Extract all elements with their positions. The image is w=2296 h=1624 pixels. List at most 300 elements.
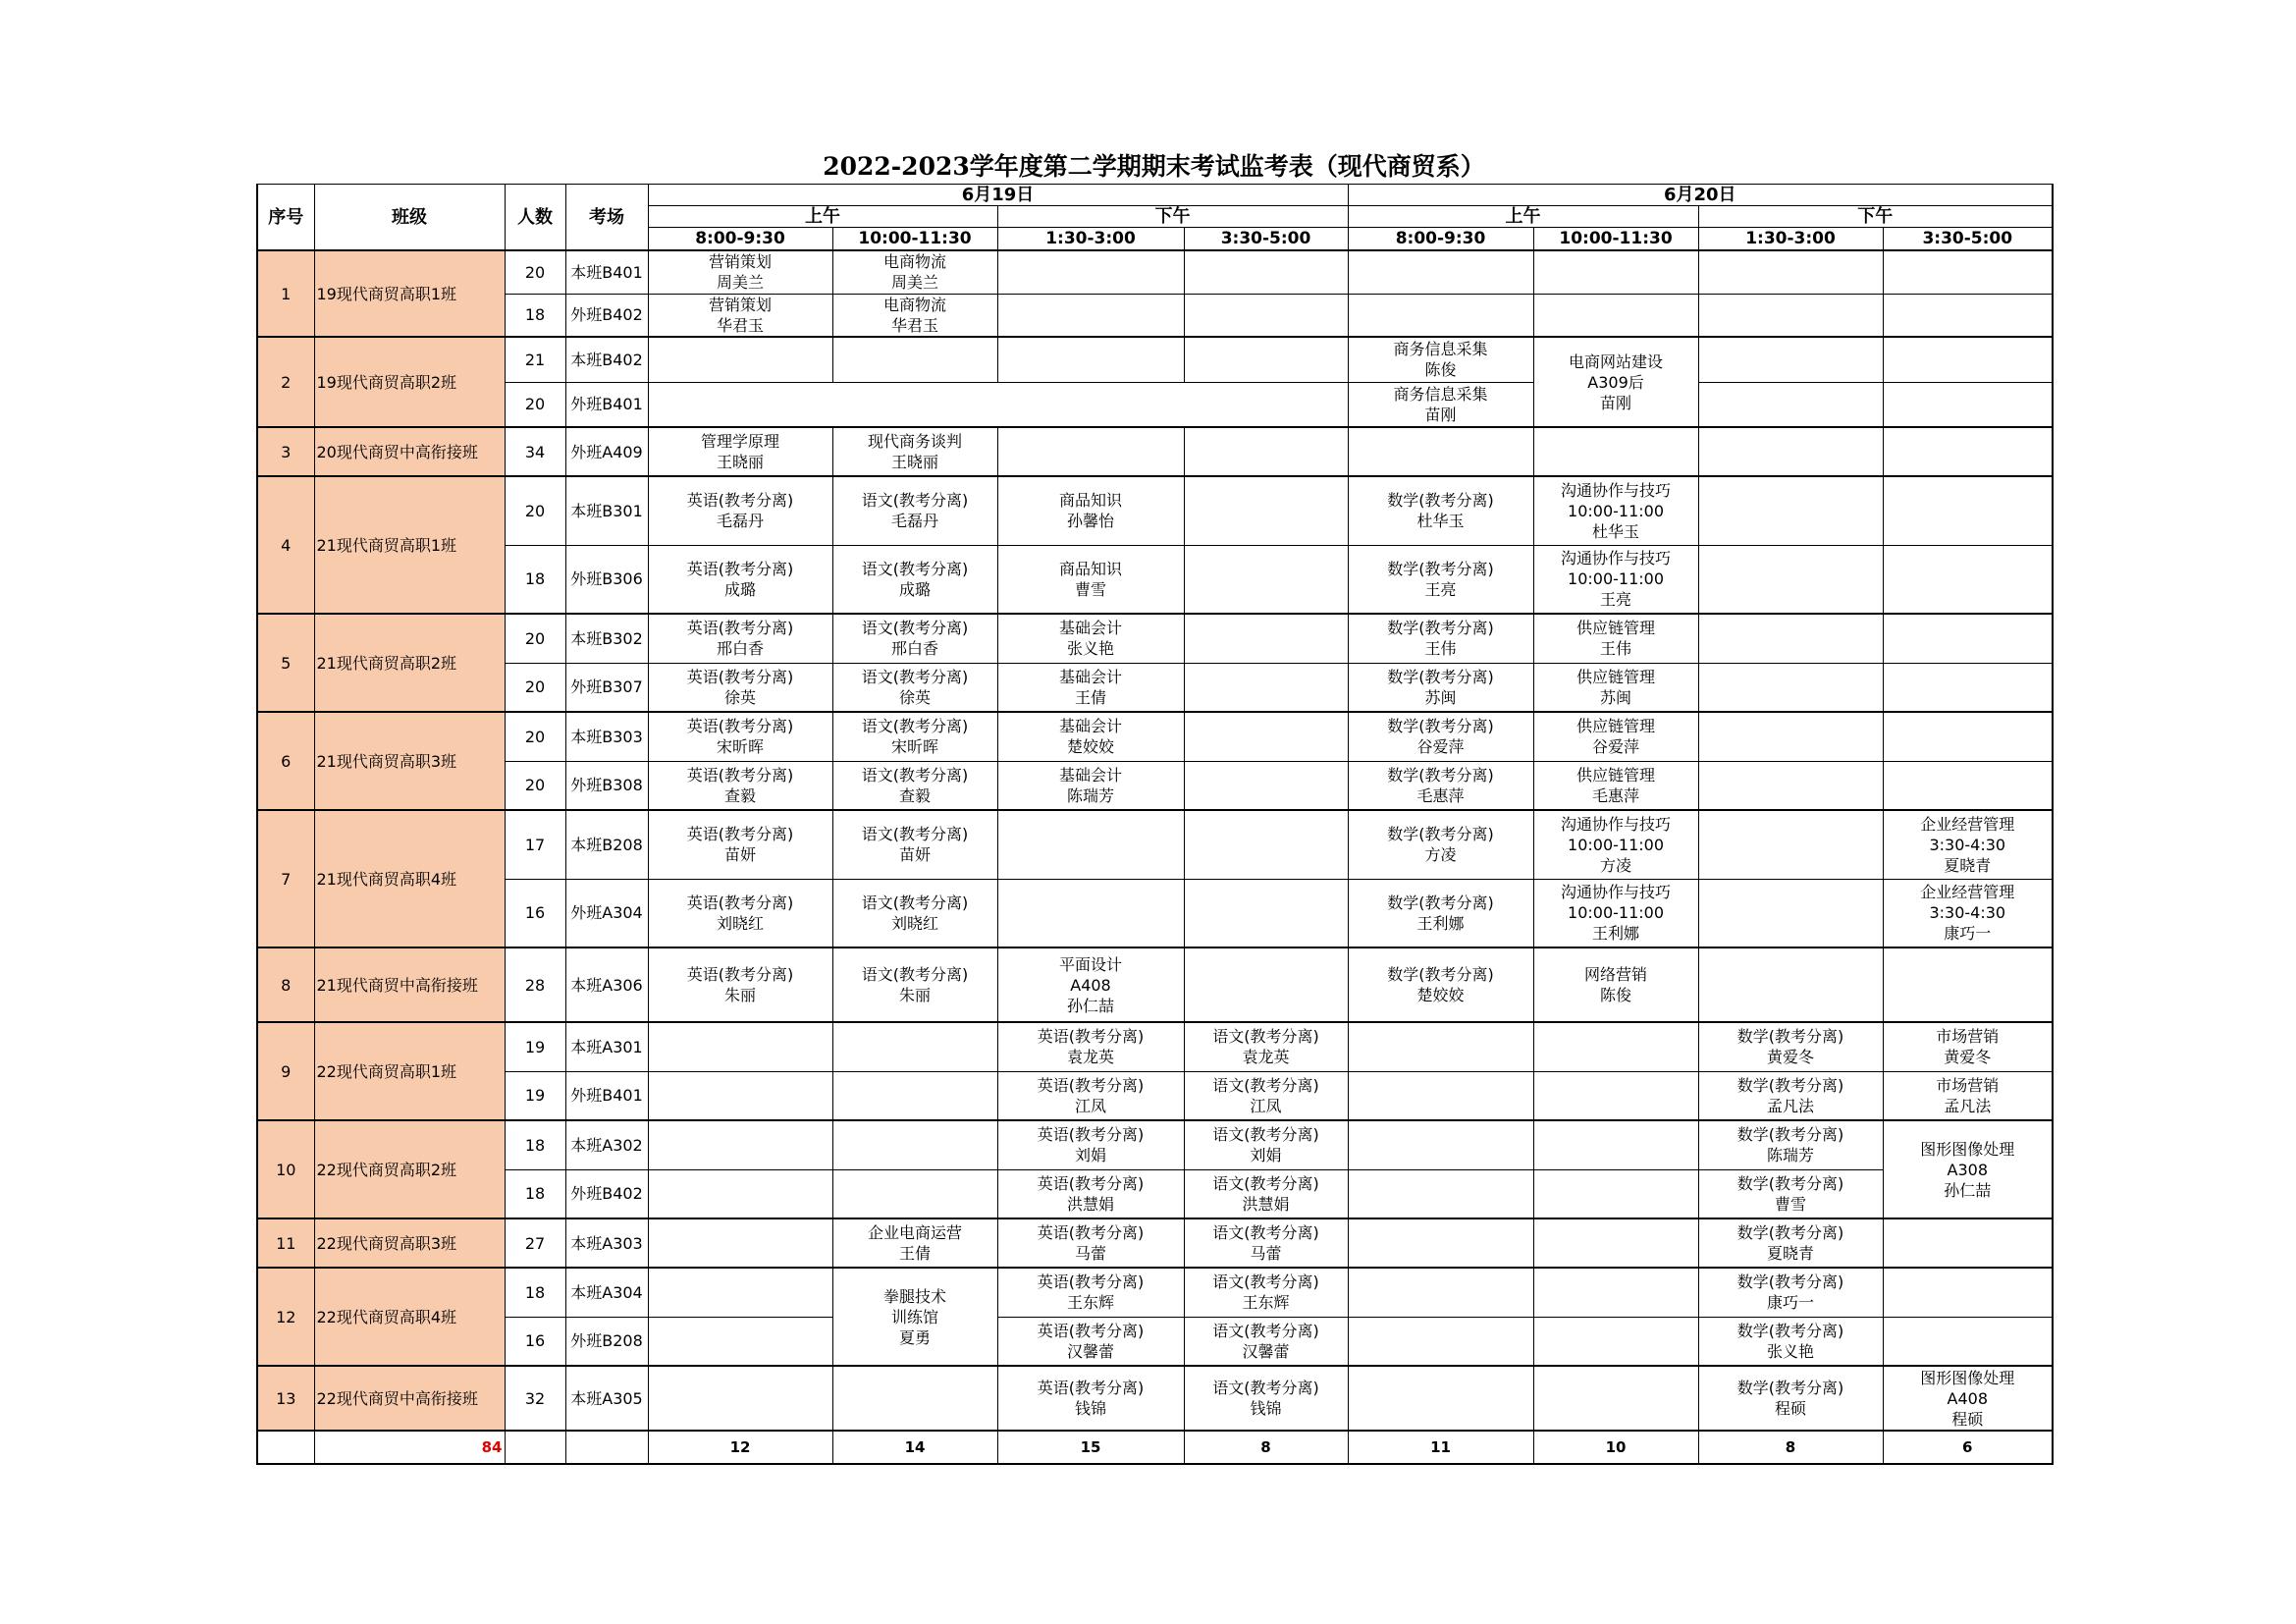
exam-slot-cell	[1184, 294, 1348, 337]
totals-slot: 6	[1883, 1431, 2053, 1464]
exam-slot-cell	[648, 879, 832, 947]
exam-slot-line: 语文(教考分离)	[861, 893, 969, 912]
exam-slot-line: 数学(教考分离)	[1387, 717, 1494, 736]
exam-slot-cell	[1348, 1169, 1533, 1218]
exam-room-cell: 本班A305	[565, 1366, 648, 1431]
exam-slot-cell	[1883, 1366, 2053, 1431]
exam-slot-cell	[648, 1317, 832, 1366]
class-name-cell: 21现代商贸高职1班	[314, 476, 505, 614]
exam-room-cell: 外班A409	[565, 427, 648, 476]
class-group	[257, 250, 2053, 337]
student-count-cell: 20	[505, 382, 565, 427]
exam-slot-line: 数学(教考分离)	[1387, 559, 1494, 578]
exam-slot-line: 数学(教考分离)	[1387, 765, 1494, 785]
exam-slot-line: 徐英	[723, 687, 756, 707]
exam-slot-cell	[1698, 947, 1883, 1022]
exam-slot-line: 营销策划	[708, 252, 772, 272]
exam-slot-cell	[1184, 1268, 1348, 1317]
table-row	[257, 476, 2053, 545]
table-row	[257, 427, 2053, 476]
exam-slot-line: 杜华玉	[1592, 521, 1640, 541]
exam-slot-line: 孟凡法	[1944, 1096, 1992, 1115]
exam-slot-cell	[1883, 810, 2053, 879]
table-row	[257, 1169, 2053, 1218]
exam-slot-line: 刘娟	[1074, 1146, 1106, 1165]
exam-slot-line: 杜华玉	[1416, 512, 1465, 531]
exam-slot-line: 数学(教考分离)	[1736, 1075, 1844, 1095]
exam-slot-cell	[997, 250, 1184, 294]
class-name-cell: 22现代商贸高职3班	[314, 1218, 505, 1268]
header-date-june20: 6月20日	[1348, 185, 2053, 206]
exam-slot-cell	[997, 761, 1184, 810]
exam-slot-cell	[1883, 1317, 2053, 1366]
exam-slot-cell	[1184, 545, 1348, 614]
exam-slot-line: 英语(教考分离)	[686, 765, 794, 785]
exam-slot-line: 毛磊丹	[716, 512, 764, 531]
exam-room-cell: 外班B401	[565, 382, 648, 427]
exam-slot-line: 数学(教考分离)	[1387, 893, 1494, 912]
exam-slot-cell	[997, 810, 1184, 879]
exam-slot-cell	[1184, 810, 1348, 879]
exam-slot-cell	[1348, 1366, 1533, 1431]
exam-slot-line: 数学(教考分离)	[1736, 1173, 1844, 1193]
exam-slot-cell	[1348, 712, 1533, 761]
exam-slot-cell	[1883, 427, 2053, 476]
exam-slot-cell	[1533, 1120, 1698, 1169]
header-pm-june20: 下午	[1698, 206, 2053, 228]
exam-slot-line: 夏晓青	[1767, 1244, 1815, 1263]
exam-slot-cell	[1883, 250, 2053, 294]
header-room: 考场	[565, 185, 648, 251]
header-row-dates	[257, 185, 2053, 206]
totals-row	[257, 1431, 2053, 1464]
header-slot: 10:00-11:30	[832, 228, 997, 251]
exam-slot-cell	[648, 427, 832, 476]
class-name-cell: 22现代商贸高职2班	[314, 1120, 505, 1218]
exam-slot-line: 数学(教考分离)	[1736, 1223, 1844, 1242]
class-group	[257, 810, 2053, 947]
exam-slot-line: 基础会计	[1058, 667, 1122, 686]
exam-slot-line: 数学(教考分离)	[1736, 1125, 1844, 1145]
exam-slot-cell	[997, 712, 1184, 761]
exam-slot-cell	[1883, 1022, 2053, 1071]
exam-slot-line: 数学(教考分离)	[1736, 1027, 1844, 1047]
exam-slot-cell	[832, 879, 997, 947]
exam-slot-cell	[1533, 663, 1698, 712]
totals-section	[257, 1431, 2053, 1464]
exam-slot-cell	[1348, 947, 1533, 1022]
exam-slot-cell	[1533, 1169, 1698, 1218]
exam-room-cell: 本班A304	[565, 1268, 648, 1317]
exam-slot-line: 企业经营管理	[1920, 814, 2015, 834]
exam-slot-line: 康巧一	[1767, 1293, 1815, 1313]
exam-slot-line: 语文(教考分离)	[1212, 1027, 1319, 1047]
exam-slot-line: 华君玉	[716, 315, 764, 335]
exam-room-cell: 外班B308	[565, 761, 648, 810]
table-row	[257, 250, 2053, 294]
exam-slot-line: 10:00-11:00	[1568, 501, 1665, 520]
header-seq: 序号	[257, 185, 314, 251]
exam-slot-cell	[1533, 1268, 1698, 1317]
exam-slot-line: 图形图像处理	[1920, 1368, 2015, 1387]
exam-slot-line: 苗妍	[723, 845, 756, 865]
exam-slot-cell	[1348, 879, 1533, 947]
exam-slot-line: 王倩	[1074, 687, 1106, 707]
exam-slot-cell	[1698, 1268, 1883, 1317]
exam-slot-cell	[1533, 761, 1698, 810]
exam-slot-cell	[1184, 761, 1348, 810]
exam-slot-cell	[1883, 663, 2053, 712]
exam-slot-line: 现代商务谈判	[867, 432, 962, 451]
exam-slot-cell	[1698, 614, 1883, 663]
exam-slot-line: 曹雪	[1775, 1194, 1807, 1214]
student-count-cell: 20	[505, 761, 565, 810]
exam-slot-line: 平面设计	[1058, 954, 1122, 974]
exam-slot-cell	[648, 545, 832, 614]
exam-room-cell: 本班B402	[565, 337, 648, 382]
class-group	[257, 427, 2053, 476]
exam-slot-cell	[648, 712, 832, 761]
exam-slot-cell	[1698, 712, 1883, 761]
exam-slot-line: A408	[1070, 975, 1111, 995]
exam-slot-cell	[648, 1366, 832, 1431]
exam-slot-cell	[648, 810, 832, 879]
student-count-cell: 27	[505, 1218, 565, 1268]
exam-slot-line: 10:00-11:00	[1568, 903, 1665, 923]
header-slot: 1:30-3:00	[1698, 228, 1883, 251]
exam-slot-line: 王亮	[1424, 579, 1457, 599]
exam-slot-line: 英语(教考分离)	[686, 559, 794, 578]
exam-slot-cell	[832, 1366, 997, 1431]
exam-slot-cell	[1698, 250, 1883, 294]
exam-slot-line: 语文(教考分离)	[861, 825, 969, 844]
totals-count: 84	[314, 1431, 505, 1464]
exam-slot-cell	[648, 614, 832, 663]
header-slot: 10:00-11:30	[1533, 228, 1698, 251]
seq-cell: 5	[257, 614, 314, 712]
exam-slot-line: 沟通协作与技巧	[1561, 814, 1672, 834]
exam-room-cell: 外班B402	[565, 294, 648, 337]
header-slot: 3:30-5:00	[1883, 228, 2053, 251]
exam-slot-cell	[1348, 614, 1533, 663]
exam-slot-cell	[997, 1317, 1184, 1366]
exam-slot-line: 苏闽	[1424, 687, 1457, 707]
exam-slot-cell	[1348, 476, 1533, 545]
class-group	[257, 1366, 2053, 1431]
exam-slot-cell	[832, 663, 997, 712]
exam-slot-cell	[997, 614, 1184, 663]
student-count-cell: 20	[505, 663, 565, 712]
exam-slot-line: 语文(教考分离)	[1212, 1125, 1319, 1145]
exam-slot-cell	[832, 337, 997, 382]
exam-slot-cell	[832, 712, 997, 761]
exam-slot-line: 数学(教考分离)	[1387, 619, 1494, 638]
exam-slot-line: 王伟	[1424, 639, 1457, 659]
exam-slot-cell	[997, 1218, 1184, 1268]
exam-slot-line: 10:00-11:00	[1568, 569, 1665, 589]
exam-room-cell: 外班B208	[565, 1317, 648, 1366]
class-group	[257, 476, 2053, 614]
exam-slot-cell	[1348, 810, 1533, 879]
exam-slot-line: 查毅	[723, 785, 756, 805]
exam-slot-line: 王东辉	[1066, 1293, 1114, 1313]
header-date-june19: 6月19日	[648, 185, 1348, 206]
exam-slot-cell	[1698, 810, 1883, 879]
header-count: 人数	[505, 185, 565, 251]
exam-slot-cell	[1883, 712, 2053, 761]
exam-slot-line: 沟通协作与技巧	[1561, 883, 1672, 902]
student-count-cell: 17	[505, 810, 565, 879]
exam-slot-line: 基础会计	[1058, 717, 1122, 736]
exam-slot-line: 英语(教考分离)	[686, 893, 794, 912]
exam-slot-line: 张义艳	[1066, 639, 1114, 659]
exam-slot-line: 数学(教考分离)	[1387, 825, 1494, 844]
student-count-cell: 34	[505, 427, 565, 476]
exam-slot-cell	[997, 337, 1184, 382]
student-count-cell: 18	[505, 1169, 565, 1218]
exam-slot-cell	[1533, 810, 1698, 879]
class-group	[257, 712, 2053, 810]
exam-slot-line: 英语(教考分离)	[1037, 1075, 1145, 1095]
seq-cell: 6	[257, 712, 314, 810]
table-row	[257, 382, 2053, 427]
exam-slot-line: 邢白香	[890, 639, 938, 659]
exam-slot-cell	[648, 1268, 832, 1317]
seq-cell: 12	[257, 1268, 314, 1366]
exam-slot-line: 语文(教考分离)	[861, 491, 969, 511]
exam-slot-line: 孙馨怡	[1066, 512, 1114, 531]
class-name-cell: 22现代商贸高职4班	[314, 1268, 505, 1366]
table-row	[257, 294, 2053, 337]
exam-slot-line: 曹雪	[1074, 579, 1106, 599]
exam-slot-cell	[1533, 879, 1698, 947]
class-group	[257, 1218, 2053, 1268]
exam-slot-line: 电商物流	[882, 252, 946, 272]
exam-slot-line: 语文(教考分离)	[861, 619, 969, 638]
exam-slot-cell	[832, 1169, 997, 1218]
exam-slot-line: 陈瑞芳	[1767, 1146, 1815, 1165]
exam-slot-line: 宋昕晖	[890, 737, 938, 757]
exam-slot-line: 王倩	[898, 1244, 931, 1263]
exam-slot-line: 图形图像处理	[1920, 1139, 2015, 1159]
exam-slot-line: 黄爱冬	[1944, 1048, 1992, 1067]
exam-slot-cell	[1883, 1218, 2053, 1268]
header-pm-june19: 下午	[997, 206, 1348, 228]
exam-slot-line: 英语(教考分离)	[686, 619, 794, 638]
exam-slot-cell	[1348, 761, 1533, 810]
exam-slot-line: 洪慧娟	[1242, 1194, 1290, 1214]
exam-slot-line: 汉馨蕾	[1066, 1341, 1114, 1361]
student-count-cell: 16	[505, 879, 565, 947]
exam-slot-line: 王利娜	[1416, 913, 1465, 933]
exam-slot-line: 数学(教考分离)	[1736, 1379, 1844, 1397]
exam-slot-line: 沟通协作与技巧	[1561, 480, 1672, 500]
exam-slot-line: 宋昕晖	[716, 737, 764, 757]
exam-room-cell: 本班B208	[565, 810, 648, 879]
exam-slot-line: 康巧一	[1944, 924, 1992, 944]
table-row	[257, 1218, 2053, 1268]
table-row	[257, 614, 2053, 663]
exam-slot-cell	[997, 1022, 1184, 1071]
exam-slot-line: 方凌	[1424, 845, 1457, 865]
exam-slot-line: 语文(教考分离)	[861, 765, 969, 785]
exam-slot-cell	[1533, 476, 1698, 545]
exam-slot-cell	[1698, 1071, 1883, 1120]
exam-slot-line: 程硕	[1951, 1409, 1984, 1429]
seq-cell: 4	[257, 476, 314, 614]
exam-slot-line: 王伟	[1600, 639, 1632, 659]
exam-slot-line: 语文(教考分离)	[861, 965, 969, 984]
exam-slot-cell	[997, 1268, 1184, 1317]
header-slot: 8:00-9:30	[648, 228, 832, 251]
table-row	[257, 1268, 2053, 1317]
exam-slot-cell	[1883, 1071, 2053, 1120]
exam-slot-cell	[648, 1120, 832, 1169]
exam-slot-line: 商务信息采集	[1393, 384, 1488, 404]
table-row	[257, 947, 2053, 1022]
totals-slot: 10	[1533, 1431, 1698, 1464]
exam-slot-line: 语文(教考分离)	[1212, 1321, 1319, 1340]
student-count-cell: 32	[505, 1366, 565, 1431]
exam-slot-line: 语文(教考分离)	[861, 667, 969, 686]
exam-slot-cell	[648, 476, 832, 545]
exam-slot-line: 英语(教考分离)	[686, 825, 794, 844]
exam-slot-cell	[1883, 1120, 2053, 1218]
exam-slot-line: 楚姣姣	[1066, 737, 1114, 757]
exam-slot-line: 程硕	[1775, 1399, 1807, 1418]
exam-slot-line: 数学(教考分离)	[1736, 1321, 1844, 1340]
exam-slot-line: 袁龙英	[1066, 1048, 1114, 1067]
exam-slot-cell	[1698, 879, 1883, 947]
exam-slot-cell	[648, 1022, 832, 1071]
exam-slot-line: 谷爱萍	[1592, 737, 1640, 757]
exam-slot-cell	[1348, 250, 1533, 294]
exam-slot-cell	[1883, 337, 2053, 382]
exam-slot-cell	[1348, 1218, 1533, 1268]
exam-slot-line: 商品知识	[1058, 491, 1122, 511]
exam-slot-line: 企业经营管理	[1920, 883, 2015, 902]
exam-slot-line: 企业电商运营	[867, 1223, 962, 1242]
exam-slot-cell	[1533, 250, 1698, 294]
exam-slot-line: 汉馨蕾	[1242, 1341, 1290, 1361]
exam-room-cell: 外班B307	[565, 663, 648, 712]
exam-slot-line: 英语(教考分离)	[1037, 1223, 1145, 1242]
class-name-cell: 19现代商贸高职2班	[314, 337, 505, 427]
exam-slot-cell	[1533, 712, 1698, 761]
exam-slot-line: 数学(教考分离)	[1387, 491, 1494, 511]
exam-slot-cell	[997, 476, 1184, 545]
exam-slot-cell	[1184, 1120, 1348, 1169]
exam-slot-cell	[1698, 1169, 1883, 1218]
exam-slot-line: 供应链管理	[1576, 717, 1656, 736]
exam-slot-cell	[997, 545, 1184, 614]
totals-empty-cell	[505, 1431, 565, 1464]
class-name-cell: 21现代商贸高职3班	[314, 712, 505, 810]
exam-room-cell: 本班B302	[565, 614, 648, 663]
exam-slot-cell	[1883, 476, 2053, 545]
exam-slot-cell	[1533, 1218, 1698, 1268]
exam-slot-line: 电商网站建设	[1569, 352, 1664, 371]
exam-slot-line: 市场营销	[1936, 1075, 2000, 1095]
exam-slot-line: 英语(教考分离)	[1037, 1027, 1145, 1047]
exam-slot-cell	[1533, 614, 1698, 663]
student-count-cell: 28	[505, 947, 565, 1022]
student-count-cell: 18	[505, 1120, 565, 1169]
class-name-cell: 22现代商贸高职1班	[314, 1022, 505, 1120]
exam-slot-line: 英语(教考分离)	[686, 667, 794, 686]
exam-room-cell: 本班A303	[565, 1218, 648, 1268]
exam-slot-cell	[1883, 382, 2053, 427]
student-count-cell: 20	[505, 476, 565, 545]
exam-room-cell: 外班B402	[565, 1169, 648, 1218]
student-count-cell: 20	[505, 614, 565, 663]
exam-slot-line: 邢白香	[716, 639, 764, 659]
exam-slot-cell	[1698, 663, 1883, 712]
exam-slot-line: 语文(教考分离)	[1212, 1075, 1319, 1095]
exam-slot-cell	[1184, 1169, 1348, 1218]
exam-slot-cell	[1883, 879, 2053, 947]
exam-slot-line: 苗妍	[898, 845, 931, 865]
exam-slot-line: 钱锦	[1074, 1399, 1106, 1418]
class-name-cell: 21现代商贸高职2班	[314, 614, 505, 712]
exam-slot-cell	[1698, 1120, 1883, 1169]
exam-slot-cell	[1883, 947, 2053, 1022]
student-count-cell: 19	[505, 1071, 565, 1120]
exam-slot-line: 洪慧娟	[1066, 1194, 1114, 1214]
exam-slot-cell	[832, 294, 997, 337]
exam-slot-cell	[997, 1120, 1184, 1169]
exam-slot-line: 周美兰	[890, 273, 938, 293]
class-group	[257, 614, 2053, 712]
exam-slot-cell	[1184, 1218, 1348, 1268]
exam-slot-line: 供应链管理	[1576, 765, 1656, 785]
exam-slot-line: 英语(教考分离)	[1037, 1125, 1145, 1145]
exam-slot-cell	[1698, 1218, 1883, 1268]
exam-slot-cell	[832, 1071, 997, 1120]
exam-slot-line: 基础会计	[1058, 619, 1122, 638]
student-count-cell: 19	[505, 1022, 565, 1071]
header-am-june19: 上午	[648, 206, 997, 228]
exam-slot-line: 陈俊	[1600, 986, 1632, 1004]
exam-room-cell: 本班B301	[565, 476, 648, 545]
exam-slot-cell	[997, 947, 1184, 1022]
exam-slot-line: 夏晓青	[1944, 855, 1992, 875]
exam-slot-cell	[997, 1169, 1184, 1218]
exam-slot-cell	[832, 1268, 997, 1366]
exam-slot-line: 成璐	[898, 579, 931, 599]
exam-slot-cell	[1533, 1317, 1698, 1366]
seq-cell: 1	[257, 250, 314, 337]
exam-slot-cell	[1698, 761, 1883, 810]
exam-slot-line: 刘晓红	[716, 913, 764, 933]
exam-slot-cell	[1698, 294, 1883, 337]
seq-cell: 13	[257, 1366, 314, 1431]
table-row	[257, 1366, 2053, 1431]
exam-slot-line: 陈俊	[1424, 360, 1457, 380]
exam-slot-line: 华君玉	[890, 315, 938, 335]
exam-slot-line: 3:30-4:30	[1929, 835, 2006, 854]
exam-slot-line: 方凌	[1600, 855, 1632, 875]
exam-slot-line: A309后	[1587, 372, 1644, 392]
exam-slot-cell	[1348, 1120, 1533, 1169]
exam-slot-line: 朱丽	[723, 986, 756, 1004]
exam-slot-cell	[1348, 382, 1533, 427]
exam-slot-line: 供应链管理	[1576, 667, 1656, 686]
seq-cell: 3	[257, 427, 314, 476]
exam-slot-cell	[997, 663, 1184, 712]
exam-slot-line: 语文(教考分离)	[1212, 1223, 1319, 1242]
class-group	[257, 947, 2053, 1022]
